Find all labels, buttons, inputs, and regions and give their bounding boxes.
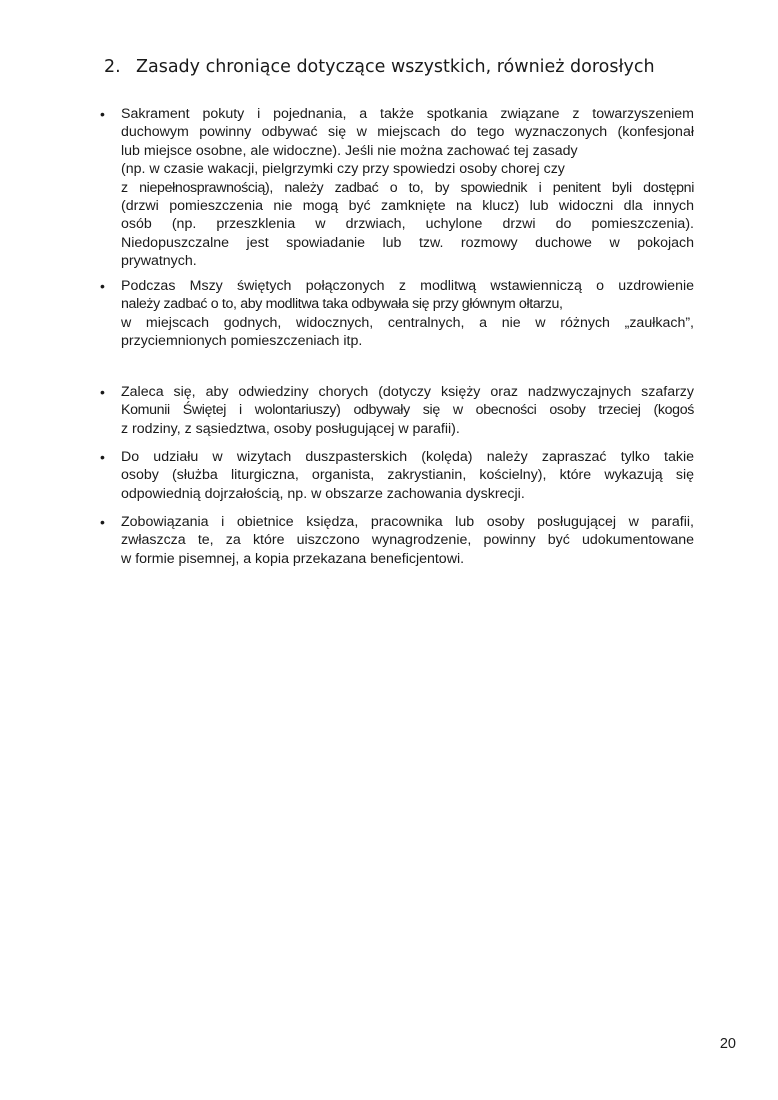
text-line: (np. w czasie wakacji, pielgrzymki czy przy spowiedzi osoby chorej czy: [121, 161, 565, 178]
item-text: [121, 277, 694, 351]
item-text: [121, 383, 694, 438]
text-line: Podczas Mszy świętych połączonych z modlitwą wstawienniczą o uzdrowienie: [121, 278, 694, 294]
text-line: Do udziału w wizytach duszpasterskich (kolęda) należy zapraszać tylko takie: [121, 449, 694, 465]
text-line: przyciemnionych pomieszczeniach itp.: [121, 333, 363, 350]
bullet-icon: •: [100, 106, 105, 122]
text-line: osób (np. przeszklenia w drzwiach, uchylone drzwi do pomieszczenia).: [121, 216, 694, 233]
bullet-icon: •: [100, 449, 105, 465]
section-heading: [104, 55, 704, 79]
text-line: Komunii Świętej i wolontariuszy) odbywały się w obecności osoby trzeciej (kogoś: [121, 402, 694, 419]
bullet-icon: •: [100, 278, 105, 294]
text-line: Sakrament pokuty i pojednania, a także spotkania związane z towarzyszeniem: [121, 106, 694, 122]
section-number: 2.: [104, 57, 121, 77]
text-line: duchowym powinny odbywać się w miejscach do tego wyznaczonych (konfesjonał: [121, 124, 694, 141]
text-line: (drzwi pomieszczenia nie mogą być zamknięte na klucz) lub widoczni dla innych: [121, 198, 694, 215]
text-line: odpowiednią dojrzałością, np. w obszarze zachowania dyskrecji.: [121, 485, 525, 502]
item-text: [121, 513, 694, 568]
text-line: Niedopuszczalne jest spowiadanie lub tzw. rozmowy duchowe w pokojach: [121, 234, 694, 251]
text-line: w formie pisemnej, a kopia przekazana beneficjentowi.: [121, 550, 465, 567]
text-line: z rodziny, z sąsiedztwa, osoby posługującej w parafii).: [121, 420, 460, 437]
section-title: Zasady chroniące dotyczące wszystkich, również dorosłych: [136, 57, 655, 77]
item-text: [121, 448, 694, 503]
text-line: należy zadbać o to, aby modlitwa taka odbywała się przy głównym ołtarzu,: [121, 296, 563, 313]
item-text: [121, 105, 694, 271]
text-line: zwłaszcza te, za które uiszczono wynagrodzenie, powinny być udokumentowane: [121, 532, 694, 549]
text-line: osoby (służba liturgiczna, organista, zakrystianin, kościelny), które wykazują się: [121, 467, 694, 484]
bullet-icon: •: [100, 384, 105, 400]
text-line: z niepełnosprawnością), należy zadbać o to, by spowiednik i penitent byli dostępni: [121, 179, 694, 196]
page-number: 20: [719, 1036, 736, 1052]
text-line: Zaleca się, aby odwiedziny chorych (dotyczy księży oraz nadzwyczajnych szafarzy: [121, 384, 694, 400]
bullet-icon: •: [100, 514, 105, 530]
text-line: w miejscach godnych, widocznych, centralnych, a nie w różnych „zaułkach”,: [121, 314, 694, 331]
text-line: Zobowiązania i obietnice księdza, pracownika lub osoby posługującej w parafii,: [121, 514, 694, 530]
text-line: prywatnych.: [121, 253, 197, 270]
text-line: lub miejsce osobne, ale widoczne). Jeśli nie można zachować tej zasady: [121, 142, 578, 159]
